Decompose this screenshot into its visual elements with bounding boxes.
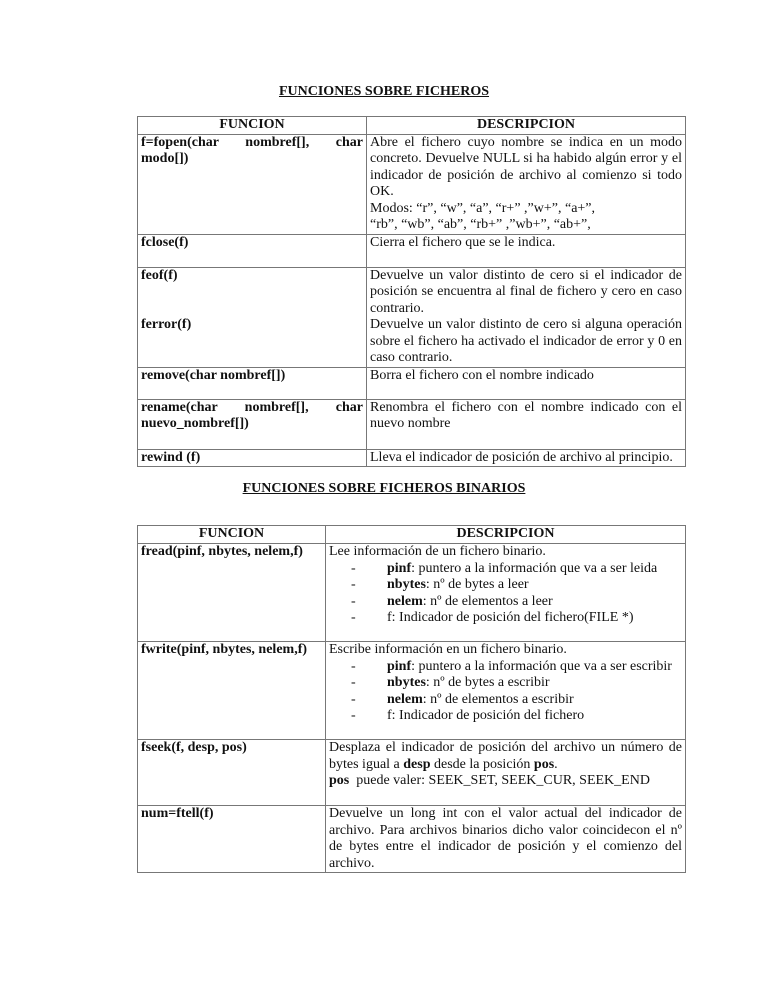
function-description	[326, 642, 686, 740]
list-item	[351, 659, 682, 676]
param-name: f	[387, 610, 392, 625]
param-desc: : nº de bytes a leer	[425, 577, 529, 592]
header-funcion: FUNCION	[138, 117, 367, 135]
table-row	[138, 544, 686, 642]
list-item	[351, 692, 682, 709]
list-item	[351, 561, 682, 578]
param-desc: : puntero a la información que va a ser leida	[411, 560, 658, 576]
description-text	[329, 740, 682, 773]
list-item	[351, 577, 682, 594]
param-name: pinf	[387, 658, 412, 674]
parameter-list	[329, 561, 682, 627]
description-text: Lee información de un fichero binario.	[329, 544, 546, 559]
function-description: Devuelve un valor distinto de cero si alguna operación sobre el fichero ha activado el indicador de error y 0 en caso contrario.	[367, 317, 686, 367]
table-row	[138, 740, 686, 806]
function-name: num=ftell(f)	[138, 806, 326, 873]
header-descripcion: DESCRIPCION	[326, 526, 686, 544]
table-row	[138, 399, 686, 449]
section-title-binarios: FUNCIONES SOBRE FICHEROS BINARIOS	[242, 481, 526, 496]
param-desc: : puntero a la información que va a ser escribir	[411, 658, 672, 674]
function-name: fread(pinf, nbytes, nelem,f)	[138, 544, 326, 642]
table-header-row	[138, 117, 686, 135]
param-desc: : nº de bytes a escribir	[425, 675, 550, 690]
header-funcion: FUNCION	[138, 526, 326, 544]
table-ficheros	[137, 116, 686, 467]
param-name: nbytes	[387, 577, 426, 592]
function-name: fseek(f, desp, pos)	[138, 740, 326, 806]
function-description: Devuelve un valor distinto de cero si el indicador de posición se encuentra al final de fichero y cero en caso contrario.	[367, 267, 686, 317]
function-description: Devuelve un long int con el valor actual del indicador de archivo. Para archivos binarios dicho valor coincidecon el nº de bytes entre el indicador de posición y el comienzo del archivo.	[326, 806, 686, 873]
function-name: f=fopen(char nombref[], char modo[])	[138, 134, 367, 234]
text: desde la posición	[430, 756, 534, 772]
parameter-list	[329, 659, 682, 725]
function-name: rewind (f)	[138, 449, 367, 467]
param-name: pinf	[387, 560, 412, 576]
function-description: Renombra el fichero con el nombre indicado con el nuevo nombre	[367, 399, 686, 449]
description-text: Abre el fichero cuyo nombre se indica en un modo concreto. Devuelve NULL si ha habido algún error y el indicador de posición de archivo al comienzo si todo OK.	[370, 134, 682, 199]
table-row	[138, 234, 686, 267]
param-name: nelem	[387, 593, 423, 609]
table-row	[138, 642, 686, 740]
modes-line-2: “rb”, “wb”, “ab”, “rb+” ,”wb+”, “ab+”,	[370, 217, 591, 232]
table-row	[138, 367, 686, 399]
function-description: Lleva el indicador de posición de archivo al principio.	[367, 449, 686, 467]
function-description	[326, 544, 686, 642]
bold-term: desp	[403, 756, 431, 772]
section-title-ficheros: FUNCIONES SOBRE FICHEROS	[278, 84, 490, 99]
function-description	[367, 134, 686, 234]
function-name: fwrite(pinf, nbytes, nelem,f)	[138, 642, 326, 740]
list-item	[351, 594, 682, 611]
function-description	[326, 740, 686, 806]
table-row	[138, 449, 686, 467]
text: puede valer: SEEK_SET, SEEK_CUR, SEEK_END	[349, 773, 650, 788]
param-desc: : Indicador de posición del fichero(FILE *)	[391, 610, 634, 625]
table-row	[138, 267, 686, 317]
function-name: remove(char nombref[])	[138, 367, 367, 399]
bold-term: pos	[533, 756, 555, 772]
list-item	[351, 610, 682, 627]
description-text	[329, 773, 682, 790]
text: Desplaza el indicador de posición del archivo un número de bytes igual a	[329, 740, 682, 772]
description-text: Escribe información en un fichero binario.	[329, 642, 567, 657]
param-desc: : nº de elementos a leer	[422, 593, 553, 609]
table-header-row	[138, 526, 686, 544]
bold-term: pos	[329, 773, 350, 788]
param-name: nelem	[387, 691, 423, 707]
function-name: fclose(f)	[138, 234, 367, 267]
function-name: feof(f)	[138, 267, 367, 317]
table-row	[138, 134, 686, 234]
list-item	[351, 675, 682, 692]
header-descripcion: DESCRIPCION	[367, 117, 686, 135]
list-item	[351, 708, 682, 725]
function-name: ferror(f)	[138, 317, 367, 367]
param-name: nbytes	[387, 675, 426, 690]
function-description: Borra el fichero con el nombre indicado	[367, 367, 686, 399]
param-desc: : Indicador de posición del fichero	[391, 708, 585, 723]
table-row	[138, 806, 686, 873]
function-description: Cierra el fichero que se le indica.	[367, 234, 686, 267]
modes-line-1: Modos: “r”, “w”, “a”, “r+” ,”w+”, “a+”,	[370, 200, 596, 216]
table-row	[138, 317, 686, 367]
table-binarios	[137, 525, 686, 873]
param-desc: : nº de elementos a escribir	[422, 691, 574, 707]
text: .	[554, 756, 558, 772]
function-name: rename(char nombref[], char nuevo_nombref[])	[138, 399, 367, 449]
param-name: f	[387, 708, 392, 723]
